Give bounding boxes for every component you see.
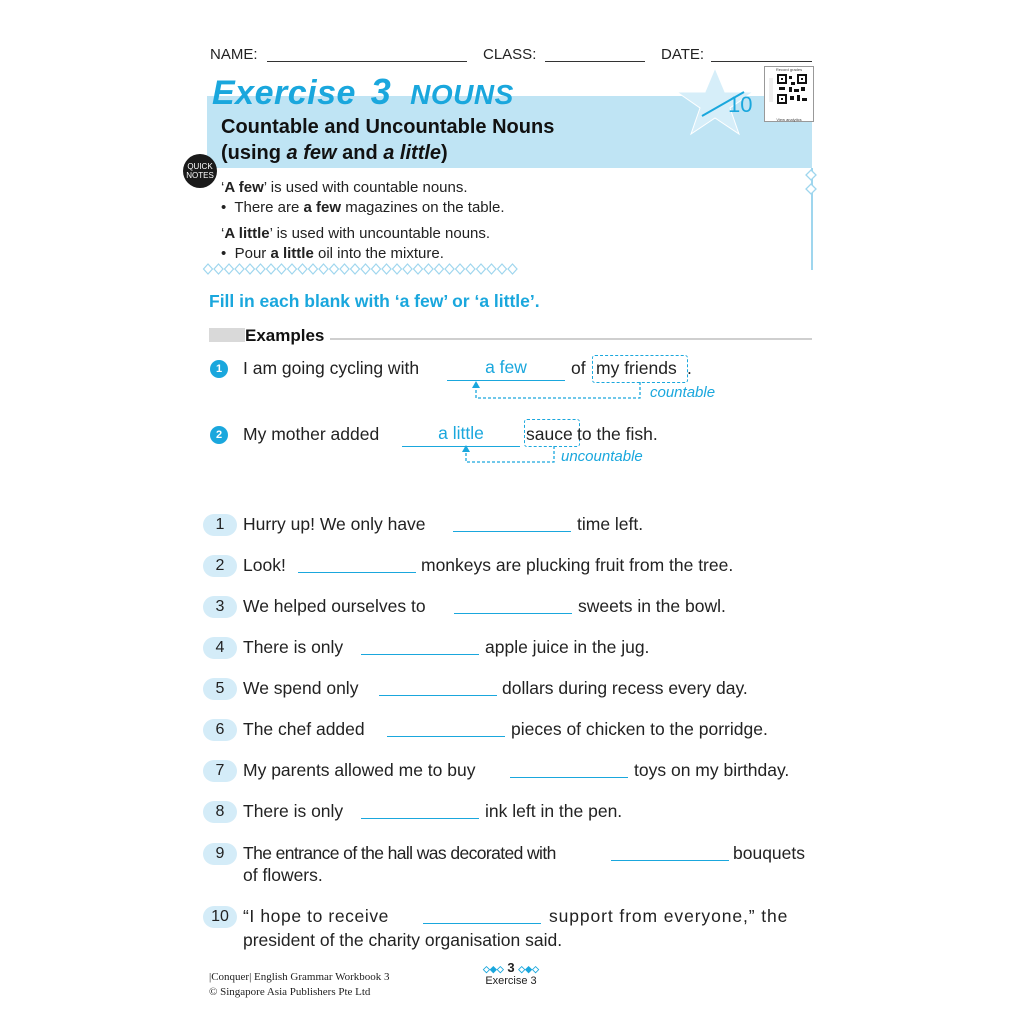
page-label: Exercise 3 xyxy=(485,975,537,987)
question-9-line2: of flowers. xyxy=(243,865,323,885)
page-number: 3 xyxy=(507,960,515,975)
question-1-after: time left. xyxy=(577,514,644,534)
diamond-icon xyxy=(445,264,454,274)
diamond-icon xyxy=(256,264,265,274)
score-total: 10 xyxy=(728,92,753,117)
question-5-after: dollars during recess every day. xyxy=(502,678,748,698)
question-4-before: There is only xyxy=(243,637,344,657)
subtitle xyxy=(221,114,554,166)
diamond-icon xyxy=(298,264,307,274)
example-2-answer: a little xyxy=(438,423,484,443)
copyright: © Singapore Asia Publishers Pte Ltd xyxy=(209,986,371,998)
example-2-post: to the fish. xyxy=(577,424,658,444)
example-1-noun: my friends xyxy=(596,358,677,378)
question-8-after: ink left in the pen. xyxy=(485,801,623,821)
question-3-before: We helped ourselves to xyxy=(243,596,426,616)
question-number: 8 xyxy=(203,801,237,823)
question-number: 1 xyxy=(203,514,237,536)
question-6-after: pieces of chicken to the porridge. xyxy=(511,719,768,739)
question-number: 10 xyxy=(203,906,237,928)
diamond-icon xyxy=(214,264,223,274)
diamond-icon xyxy=(382,264,391,274)
diamond-icon xyxy=(424,264,433,274)
exercise-heading xyxy=(212,72,514,115)
question-10-blank[interactable] xyxy=(423,923,541,924)
question-6-blank[interactable] xyxy=(387,736,505,737)
example-2-noun: sauce xyxy=(526,424,573,444)
question-3-after: sweets in the bowl. xyxy=(578,596,726,616)
question-number: 7 xyxy=(203,760,237,782)
class-field[interactable] xyxy=(545,61,645,62)
question-9-before: The entrance of the hall was decorated with xyxy=(243,843,556,863)
diamond-icon xyxy=(508,264,517,274)
question-number: 3 xyxy=(203,596,237,618)
question-7-blank[interactable] xyxy=(510,777,628,778)
example-2-arrow xyxy=(460,444,560,466)
question-10-line2: president of the charity organisation said. xyxy=(243,930,563,950)
qr-caption-top: Record grades xyxy=(775,67,803,72)
diamond-icon xyxy=(288,264,297,274)
examples-rule xyxy=(330,338,812,340)
quick-notes-content xyxy=(221,178,801,264)
example-1-post: . xyxy=(687,358,692,378)
example-number: 2 xyxy=(210,426,228,444)
examples-bar xyxy=(209,328,245,342)
footer-book-info xyxy=(209,970,390,1000)
diamond-icon xyxy=(498,264,507,274)
example-2-pre: My mother added xyxy=(243,424,380,444)
instruction: Fill in each blank with ‘a few’ or ‘a little’. xyxy=(209,291,540,311)
name-field[interactable] xyxy=(267,61,467,62)
question-8-before: There is only xyxy=(243,801,344,821)
subtitle-line2: (using a few and a little) xyxy=(221,142,448,164)
diamond-icon: ◇◆◇ xyxy=(518,964,539,974)
diamond-icon xyxy=(319,264,328,274)
question-number: 5 xyxy=(203,678,237,700)
diamond-icon xyxy=(414,264,423,274)
diamond-icon xyxy=(330,264,339,274)
diamond-border xyxy=(202,262,522,276)
question-number: 9 xyxy=(203,843,237,865)
question-8-blank[interactable] xyxy=(361,818,479,819)
diamond-icon: ◇◆◇ xyxy=(482,964,504,974)
examples-label: Examples xyxy=(245,326,325,345)
diamond-icon xyxy=(477,264,486,274)
question-5-blank[interactable] xyxy=(379,695,497,696)
example-number: 1 xyxy=(210,360,228,378)
question-10-before: “I hope to receive xyxy=(243,906,390,926)
example-1-pre: I am going cycling with xyxy=(243,358,420,378)
subtitle-line1: Countable and Uncountable Nouns xyxy=(221,116,555,138)
exercise-word: Exercise xyxy=(212,74,356,112)
diamond-icon xyxy=(340,264,349,274)
quick-notes-badge: QUICK NOTES xyxy=(183,154,217,188)
diamond-icon xyxy=(466,264,475,274)
question-9-after: bouquets xyxy=(733,843,806,863)
diamond-icon xyxy=(372,264,381,274)
question-3-blank[interactable] xyxy=(454,613,572,614)
name-label: NAME: xyxy=(210,46,258,63)
question-2-after: monkeys are plucking fruit from the tree. xyxy=(421,555,734,575)
footer-page xyxy=(470,960,552,987)
date-field[interactable] xyxy=(711,61,812,62)
question-6-before: The chef added xyxy=(243,719,365,739)
example-2-tag: uncountable xyxy=(561,448,643,465)
question-2-before: Look! xyxy=(243,555,286,575)
question-4-after: apple juice in the jug. xyxy=(485,637,650,657)
question-10-after: support from everyone,” the xyxy=(549,906,789,926)
diamond-icon xyxy=(403,264,412,274)
diamond-icon xyxy=(487,264,496,274)
question-7-after: toys on my birthday. xyxy=(634,760,790,780)
diamond-icon xyxy=(435,264,444,274)
diamond-icon xyxy=(267,264,276,274)
question-4-blank[interactable] xyxy=(361,654,479,655)
diamond-icon xyxy=(225,264,234,274)
diamond-accent xyxy=(804,168,818,200)
exercise-number: 3 xyxy=(370,71,392,112)
diamond-icon xyxy=(393,264,402,274)
diamond-icon xyxy=(277,264,286,274)
diamond-icon xyxy=(235,264,244,274)
qr-code-icon xyxy=(767,72,811,112)
rule-2: ‘A little’ is used with uncountable nouns. xyxy=(221,225,491,242)
example-1-tag: countable xyxy=(650,384,716,401)
question-1-blank[interactable] xyxy=(453,531,571,532)
diamond-icon xyxy=(246,264,255,274)
question-number: 4 xyxy=(203,637,237,659)
question-7-before: My parents allowed me to buy xyxy=(243,760,476,780)
rule-1-example: • There are a few magazines on the table. xyxy=(221,199,505,216)
diamond-icon xyxy=(456,264,465,274)
diamond-icon xyxy=(204,264,213,274)
question-number: 2 xyxy=(203,555,237,577)
page-number-row xyxy=(470,960,552,975)
question-5-before: We spend only xyxy=(243,678,359,698)
diamond-icon xyxy=(361,264,370,274)
topic-label: NOUNS xyxy=(410,79,514,110)
example-1-arrow xyxy=(470,380,650,402)
date-label: DATE: xyxy=(661,46,705,63)
question-9-blank[interactable] xyxy=(611,860,729,861)
class-label: CLASS: xyxy=(483,46,537,63)
question-number: 6 xyxy=(203,719,237,741)
question-1-before: Hurry up! We only have xyxy=(243,514,426,534)
rule-1: ‘A few’ is used with countable nouns. xyxy=(221,179,468,196)
book-title: |Conquer| English Grammar Workbook 3 xyxy=(209,971,390,983)
diamond-icon xyxy=(351,264,360,274)
question-2-blank[interactable] xyxy=(298,572,416,573)
qr-code[interactable] xyxy=(764,66,814,122)
diamond-icon xyxy=(309,264,318,274)
qr-caption-bottom: View analytics xyxy=(776,117,802,122)
rule-2-example: • Pour a little oil into the mixture. xyxy=(221,245,444,262)
example-1-mid: of xyxy=(571,358,586,378)
example-1-answer: a few xyxy=(485,357,527,377)
